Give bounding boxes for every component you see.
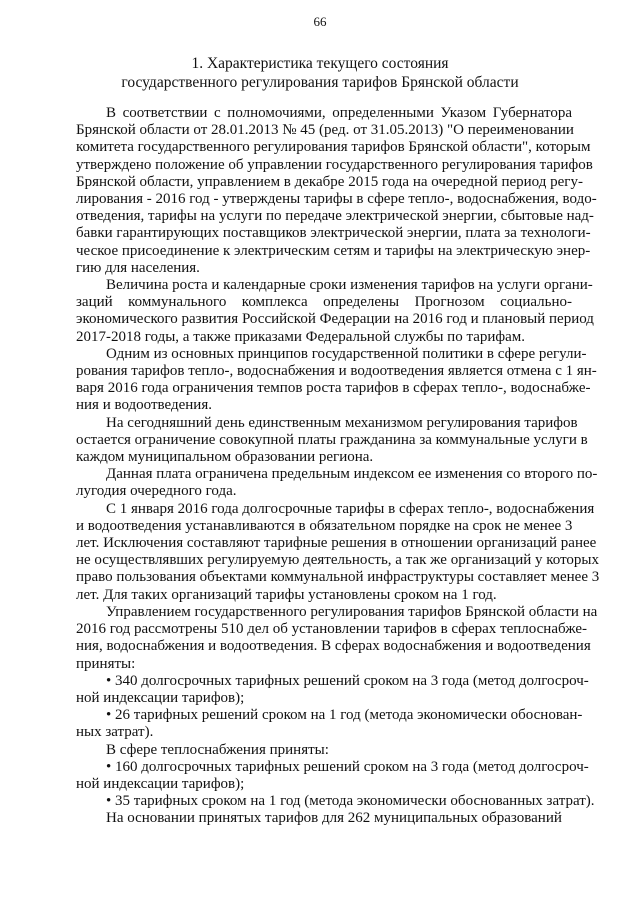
paragraph-line: право пользования объектами коммунальной инфраструктуры составляет менее 3 [76,569,600,586]
paragraph-line: приняты: [76,655,136,672]
paragraph [76,277,594,346]
paragraph-line: 2016 год рассмотрены 510 дел об установлении тарифов в сферах теплоснабже- [76,621,588,638]
paragraph [76,500,600,604]
body-text [76,105,600,828]
section-heading [70,54,570,92]
paragraph [76,707,583,741]
paragraph-line: лет. Для таких организаций тарифы установлены сроком на 1 год. [76,586,497,603]
paragraph-line: заций коммунального комплекса определены Прогнозом социально- [76,294,572,311]
paragraph [76,758,589,793]
paragraph [76,672,589,707]
paragraph-line: 2017-2018 годы, а также приказами Федеральной службы по тарифам. [76,328,526,345]
paragraph-line: • 340 долгосрочных тарифных решений сроком на 3 года (метод долгосроч- [106,672,589,689]
paragraph-line: В соответствии с полномочиями, определенными Указом Губернатора [106,105,572,121]
paragraph-line: Величина роста и календарные сроки изменения тарифов на услуги органи- [106,277,593,294]
paragraph-line: ных затрат). [76,724,154,741]
paragraph-line: утверждено положение об управлении государственного регулирования тарифов [76,156,593,173]
paragraph-line: • 26 тарифных решений сроком на 1 год (метода экономически обоснован- [106,707,583,724]
paragraph-line: Одним из основных принципов государственной политики в сфере регули- [106,345,587,362]
paragraph-line: ной индексации тарифов); [76,775,245,792]
paragraph-line: отведения, тарифы на услуги по передаче электрической энергии, сбытовые над- [76,208,594,225]
paragraph-line: гию для населения. [76,259,200,276]
paragraph [76,466,598,500]
paragraph [76,105,597,277]
paragraph [76,810,572,827]
paragraph-line: бавки гарантирующих поставщиков электрической энергии, плата за технологи- [76,225,591,242]
paragraph-line: Брянской области от 28.01.2013 № 45 (ред. от 31.05.2013) "О переименовании [76,122,574,139]
paragraph-line: комитета государственного регулирования тарифов Брянской области", которым [76,139,591,156]
paragraph-line: В сфере теплоснабжения приняты: [106,741,329,758]
paragraph-line: ческое присоединение к электрическим сетям и тарифы на электрическую энер- [76,242,591,259]
paragraph-line: С 1 января 2016 года долгосрочные тарифы в сферах тепло-, водоснабжения [106,500,595,517]
paragraph [76,345,597,415]
paragraph-line: • 35 тарифных сроком на 1 год (метода экономически обоснованных затрат). [106,793,595,810]
paragraph-line: ной индексации тарифов); [76,689,245,706]
paragraph-line: ния и водоотведения. [76,397,212,414]
heading-line-1: 1. Характеристика текущего состояния [191,55,449,72]
paragraph-line: • 160 долгосрочных тарифных решений сроком на 3 года (метод долгосроч- [106,758,589,775]
paragraph [76,603,598,673]
paragraph-line: экономического развития Российской Федерации на 2016 год и плановый период [76,311,594,328]
paragraph-line: лугодия очередного года. [76,483,237,500]
paragraph-line: Данная плата ограничена предельным индексом ее изменения со второго по- [106,466,598,483]
paragraph [76,414,588,467]
paragraph-line: лет. Исключения составляют тарифные решения в отношении организаций ранее [76,535,597,552]
paragraph-line: Управлением государственного регулирования тарифов Брянской области на [106,603,598,620]
paragraph-line: На сегодняшний день единственным механизмом регулирования тарифов [106,414,578,431]
paragraph-line: остается ограничение совокупной платы гражданина за коммунальные услуги в [76,431,588,448]
paragraph [76,793,595,810]
paragraph-line: не осуществлявших регулируемую деятельность, а так же организаций у которых [76,552,600,569]
paragraph-line: каждом муниципальном образовании региона. [76,449,374,466]
paragraph-line: На основании принятых тарифов для 262 муниципальных образований [106,810,562,827]
paragraph-line: рования тарифов тепло-, водоснабжения и водоотведения является отмена с 1 ян- [76,363,597,380]
page-number: 66 [313,14,327,29]
paragraph-line: ния, водоснабжения и водоотведения. В сферах водоснабжения и водоотведения [76,638,591,655]
heading-line-2: государственного регулирования тарифов Брянской области [121,74,519,91]
paragraph [76,742,572,759]
paragraph-line: варя 2016 года ограничения темпов роста тарифов в сферах тепло-, водоснабже- [76,380,591,397]
paragraph-line: Брянской области, управлением в декабре 2015 года на очередной период регу- [76,173,583,190]
paragraph-line: и водоотведения устанавливаются в обязательном порядке на срок не менее 3 [76,517,573,534]
paragraph-line: лирования - 2016 год - утверждены тарифы в сфере тепло-, водоснабжения, водо- [76,191,597,208]
